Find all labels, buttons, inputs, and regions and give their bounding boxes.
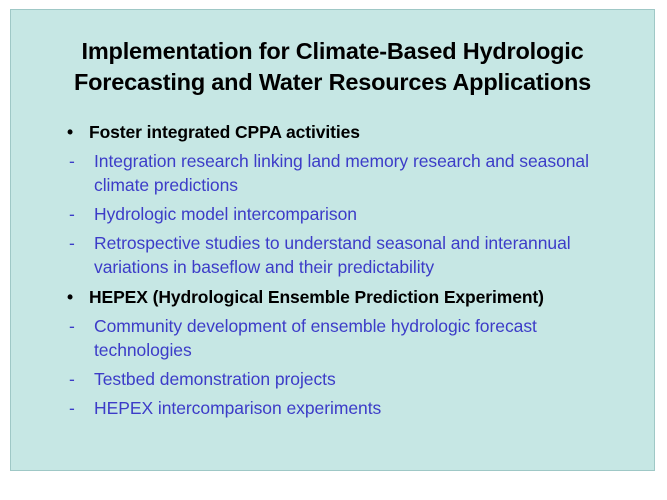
list-item-label: Community development of ensemble hydrologic forecast technologies [94, 316, 537, 360]
list-item [67, 149, 624, 197]
list-item-label: Foster integrated CPPA activities [89, 122, 360, 142]
list-item [67, 231, 624, 279]
list-item-label: HEPEX intercomparison experiments [94, 398, 382, 418]
list-item-label: Testbed demonstration projects [94, 369, 336, 389]
list-item-label: HEPEX (Hydrological Ensemble Prediction Experiment) [89, 287, 544, 307]
dash-bullet-icon: - [69, 151, 75, 171]
dash-bullet-icon: - [69, 316, 75, 336]
slide [10, 9, 655, 471]
bullet-icon: • [67, 122, 74, 142]
list-item [67, 367, 624, 391]
list-item-label: Retrospective studies to understand seasonal and interannual variations in baseflow and their predictability [94, 233, 571, 277]
dash-bullet-icon: - [69, 398, 75, 418]
dash-bullet-icon: - [69, 204, 75, 224]
bullet-list [11, 120, 654, 420]
list-item-label: Integration research linking land memory research and seasonal climate predictions [94, 151, 589, 195]
list-item [67, 120, 624, 144]
list-item [67, 314, 624, 362]
page-title: Implementation for Climate-Based Hydrologic Forecasting and Water Resources Applications [73, 38, 592, 95]
list-item [67, 396, 624, 420]
dash-bullet-icon: - [69, 233, 75, 253]
bullet-icon: • [67, 287, 74, 307]
list-item [67, 285, 624, 309]
dash-bullet-icon: - [69, 369, 75, 389]
list-item-label: Hydrologic model intercomparison [94, 204, 357, 224]
list-item [67, 202, 624, 226]
